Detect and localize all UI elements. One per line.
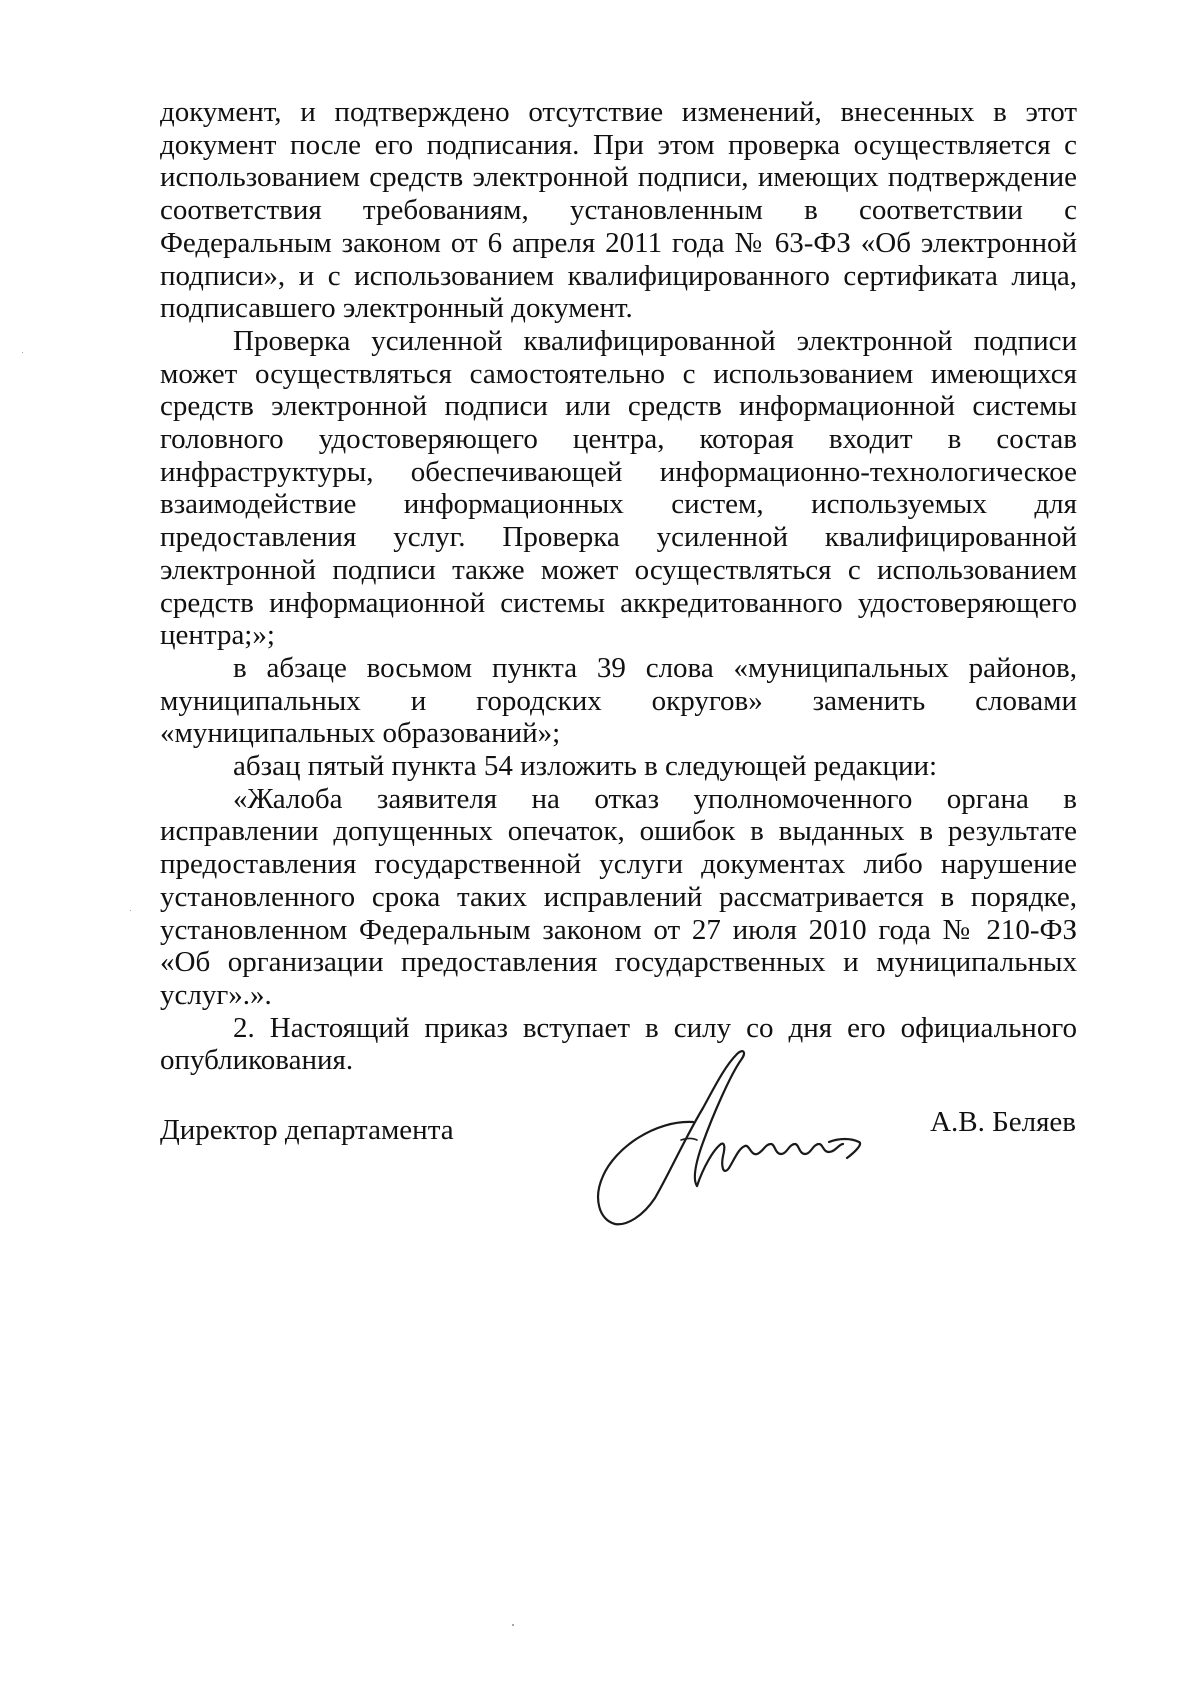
signatory-position: Директор департамента — [160, 1114, 454, 1146]
scan-speck — [22, 352, 23, 353]
paragraph-amendment-point-39: в абзаце восьмом пункта 39 слова «муниципальных районов, муниципальных и городских округов» заменить словами «муниципальных образований»; — [160, 651, 1077, 750]
scan-speck — [130, 910, 131, 911]
paragraph-amendment-point-54: абзац пятый пункта 54 изложить в следующей редакции: — [233, 750, 938, 783]
scan-speck — [512, 1624, 514, 1626]
paragraph-entry-into-force: 2. Настоящий приказ вступает в силу со дня его официального опубликования. — [160, 1011, 1077, 1077]
handwritten-signature — [585, 1048, 875, 1228]
paragraph-qualified-signature-check: Проверка усиленной квалифицированной электронной подписи может осуществляться самостоятельно с использованием имеющихся средств электронной подписи или средств информационной системы головного удостоверяющего центра, которая входит в состав инфраструктуры, обеспечивающей информационно-технологическое взаимодействие информационных систем, используемых для предоставления услуг. Проверка усиленной квалифицированной электронной подписи также может осуществляться с использованием средств информационной системы аккредитованного удостоверяющего центра;»; — [160, 324, 1077, 652]
paragraph-complaint-text: «Жалоба заявителя на отказ уполномоченного органа в исправлении допущенных опечаток, ошибок в выданных в результате предоставления государственной услуги документах либо нарушение установленного срока таких исправлений рассматривается в порядке, установленном Федеральным законом от 27 июля 2010 года № 210-ФЗ «Об организации предоставления государственных и муниципальных услуг».». — [160, 782, 1077, 1011]
signatory-name: А.В. Беляев — [930, 1106, 1076, 1138]
document-body — [160, 96, 1077, 1077]
paragraph-signature-verification: документ, и подтверждено отсутствие изменений, внесенных в этот документ после его подписания. При этом проверка осуществляется с использованием средств электронной подписи, имеющих подтверждение соответствия требованиям, установленным в соответствии с Федеральным законом от 6 апреля 2011 года № 63-ФЗ «Об электронной подписи», и с использованием квалифицированного сертификата лица, подписавшего электронный документ. — [160, 96, 1077, 325]
signature-block — [160, 1098, 1080, 1238]
